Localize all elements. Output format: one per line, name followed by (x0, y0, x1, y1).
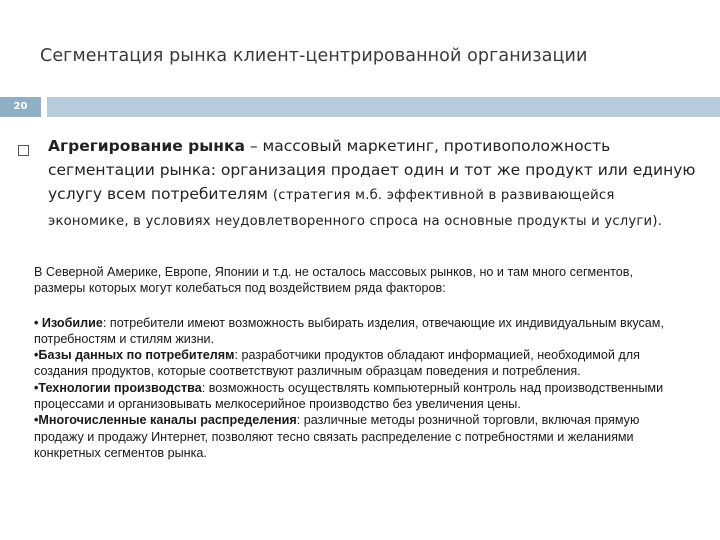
factor-term: •Технологии производства (34, 380, 202, 395)
slide-number-badge: 20 (0, 97, 41, 117)
square-bullet-icon (18, 145, 29, 156)
factor-term: • Изобилие (34, 315, 103, 330)
main-bullet-note: (стратегия м.б. эффективной в развивающейся экономике, в условиях неудовлетворенного спроса на основные продукты и услуги). (48, 188, 663, 229)
factor-text: : возможность осуществлять компьютерный контроль над производственными процессами и организовывать мелкосерийное производство без увеличения цены. (34, 380, 664, 412)
factor-item (34, 347, 684, 380)
header-bar (47, 97, 720, 117)
factor-item (34, 315, 684, 348)
main-bullet-text (48, 134, 698, 234)
intro-paragraph: В Северной Америке, Европе, Японии и т.д. не осталось массовых рынков, но и там много сегментов, размеры которых могут колебаться под воздействием ряда факторов: (34, 265, 633, 296)
factor-term: •Многочисленные каналы распределения (34, 413, 297, 428)
body-text (34, 264, 684, 461)
factor-term: •Базы данных по потребителям (34, 348, 235, 363)
main-bullet-definition: – массовый маркетинг, противоположность сегментации рынка: организация продает один и тот же продукт или единую услугу всем потребителям (48, 137, 696, 203)
factor-text: : разработчики продуктов обладают информацией, необходимой для создания продуктов, которые соответствуют различным образцам поведения и потребления. (34, 348, 640, 379)
factor-text: : потребители имеют возможность выбирать изделия, отвечающие их индивидуальным вкусам, потребностям и стилям жизни. (34, 315, 664, 346)
factor-item (34, 412, 684, 461)
slide-title: Сегментация рынка клиент-центрированной организации (40, 46, 588, 66)
main-bullet-term: Агрегирование рынка (48, 137, 245, 155)
factor-item (34, 380, 684, 413)
factor-text: : различные методы розничной торговли, включая прямую продажу и продажу Интернет, позволяют тесно связать распределение с потребностями и желаниями конкретных сегментов рынка. (34, 413, 640, 460)
